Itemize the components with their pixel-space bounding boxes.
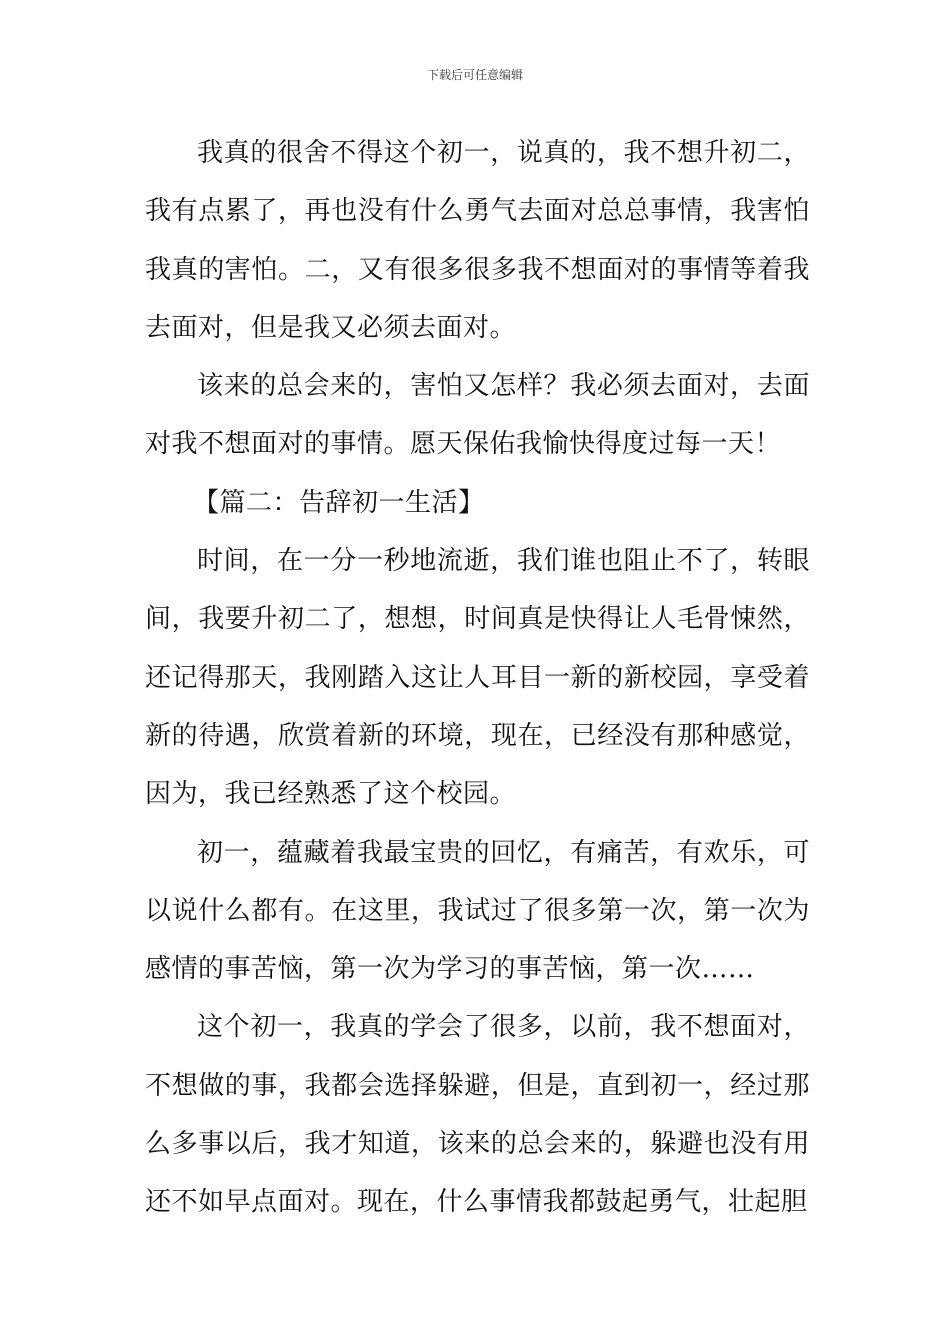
paragraph-2: 该来的总会来的，害怕又怎样？我必须去面对，去面对我不想面对的事情。愿天保佑我愉快得度过每一天！: [145, 371, 810, 460]
paragraph-3: 时间，在一分一秒地流逝，我们谁也阻止不了，转眼间，我要升初二了，想想，时间真是快得让人毛骨悚然，还记得那天，我刚踏入这让人耳目一新的新校园，享受着新的待遇，欣赏着新的环境，现在，已经没有那种感觉，因为，我已经熟悉了这个校园。: [145, 546, 810, 810]
section-heading: 【篇二：告辞初一生活】: [193, 487, 485, 518]
paragraph-5: 这个初一，我真的学会了很多，以前，我不想面对，不想做的事，我都会选择躲避，但是，直到初一，经过那么多事以后，我才知道，该来的总会来的，躲避也没有用还不如早点面对。现在，什么事情我都鼓起勇气，壮起胆: [145, 1012, 810, 1218]
document-body: [145, 124, 810, 1232]
header-note: 下载后可任意编辑: [426, 68, 523, 82]
paragraph-4: 初一，蕴藏着我最宝贵的回忆，有痛苦，有欢乐，可以说什么都有。在这里，我试过了很多第一次，第一次为感情的事苦恼，第一次为学习的事苦恼，第一次……: [145, 837, 810, 985]
paragraph-1: 我真的很舍不得这个初一，说真的，我不想升初二，我有点累了，再也没有什么勇气去面对总总事情，我害怕我真的害怕。二，又有很多很多我不想面对的事情等着我去面对，但是我又必须去面对。: [145, 138, 810, 343]
